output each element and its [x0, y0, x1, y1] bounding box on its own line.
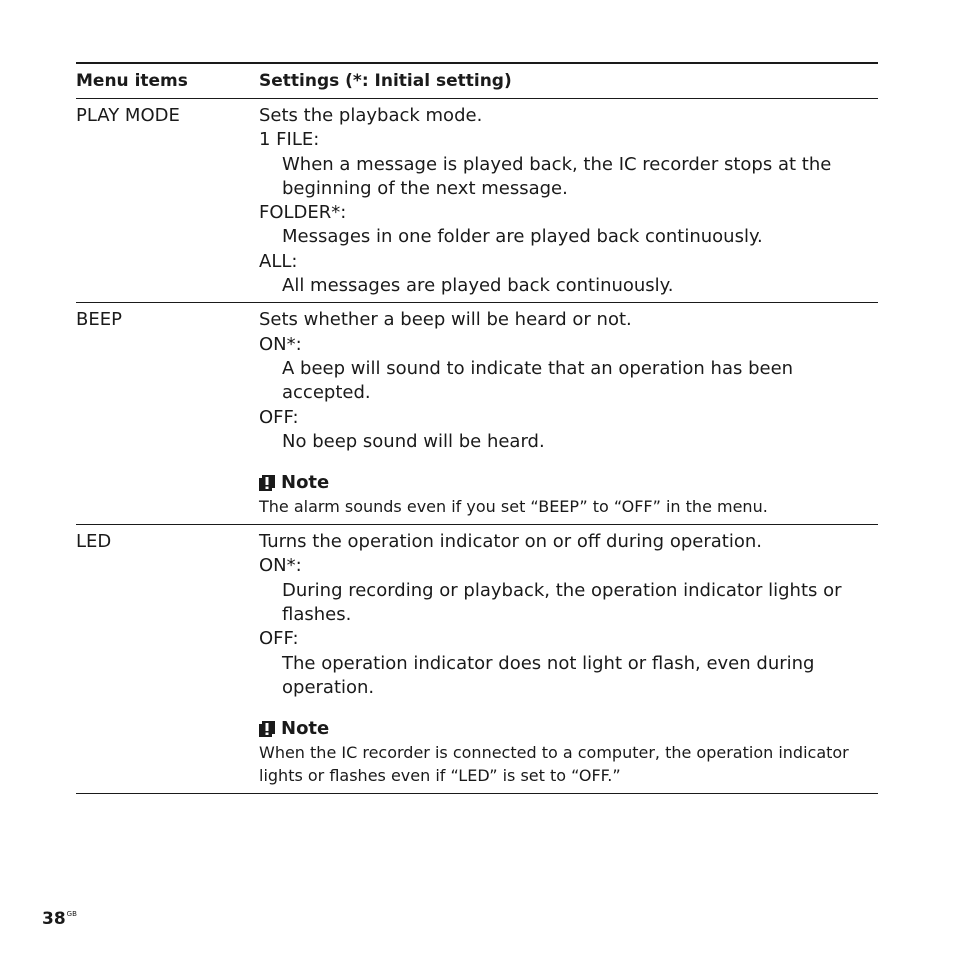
option-description: No beep sound will be heard.: [282, 430, 545, 452]
option-description: flashes.: [282, 604, 352, 626]
page-number: [42, 909, 77, 929]
menu-item-play-mode: PLAY MODE: [76, 105, 180, 126]
note-icon: [259, 721, 275, 737]
setting-description: Sets the playback mode.: [259, 105, 483, 126]
menu-item-beep: BEEP: [76, 309, 122, 331]
note-icon: [259, 475, 275, 491]
option-label: FOLDER*:: [259, 202, 347, 224]
option-label: ON*:: [259, 555, 302, 577]
settings-led: [259, 525, 878, 793]
option-description: operation.: [282, 676, 375, 698]
table-row-beep: [76, 303, 878, 525]
option-description: All messages are played back continuously.: [282, 275, 674, 297]
option-label: OFF:: [259, 406, 299, 428]
option-description: Messages in one folder are played back continuously.: [282, 226, 763, 248]
setting-description: Sets whether a beep will be heard or not.: [259, 309, 632, 331]
note-title: Note: [281, 718, 330, 740]
page-number-value: 38: [42, 909, 66, 929]
note-title: Note: [281, 472, 330, 494]
option-description: When a message is played back, the IC recorder stops at the: [282, 153, 832, 175]
option-description: beginning of the next message.: [282, 177, 568, 199]
table-header: [76, 64, 878, 99]
note-heading: [259, 717, 878, 741]
settings-play-mode: [259, 99, 878, 302]
option-description: During recording or playback, the operation indicator lights or: [282, 579, 842, 601]
note-block: [259, 471, 878, 518]
option-label: OFF:: [259, 628, 299, 650]
note-text: lights or flashes even if “LED” is set to “OFF.”: [259, 766, 621, 786]
option-label: ALL:: [259, 250, 298, 272]
table-row-led: [76, 525, 878, 794]
option-label: 1 FILE:: [259, 129, 320, 151]
header-menu-items: Menu items: [76, 71, 188, 91]
option-label: ON*:: [259, 333, 302, 355]
table-row-play-mode: [76, 99, 878, 303]
note-heading: [259, 471, 878, 495]
option-description: The operation indicator does not light or flash, even during: [282, 652, 815, 674]
setting-description: Turns the operation indicator on or off during operation.: [259, 531, 762, 553]
note-block: [259, 717, 878, 787]
option-description: A beep will sound to indicate that an operation has been accepted.: [282, 357, 794, 404]
menu-item-led: LED: [76, 531, 112, 553]
region-code: GB: [66, 910, 77, 918]
note-text: When the IC recorder is connected to a computer, the operation indicator: [259, 743, 849, 763]
settings-table: [76, 62, 878, 794]
note-text: The alarm sounds even if you set “BEEP” to “OFF” in the menu.: [259, 497, 768, 517]
settings-beep: [259, 303, 878, 524]
header-settings: Settings (*: Initial setting): [259, 71, 512, 91]
